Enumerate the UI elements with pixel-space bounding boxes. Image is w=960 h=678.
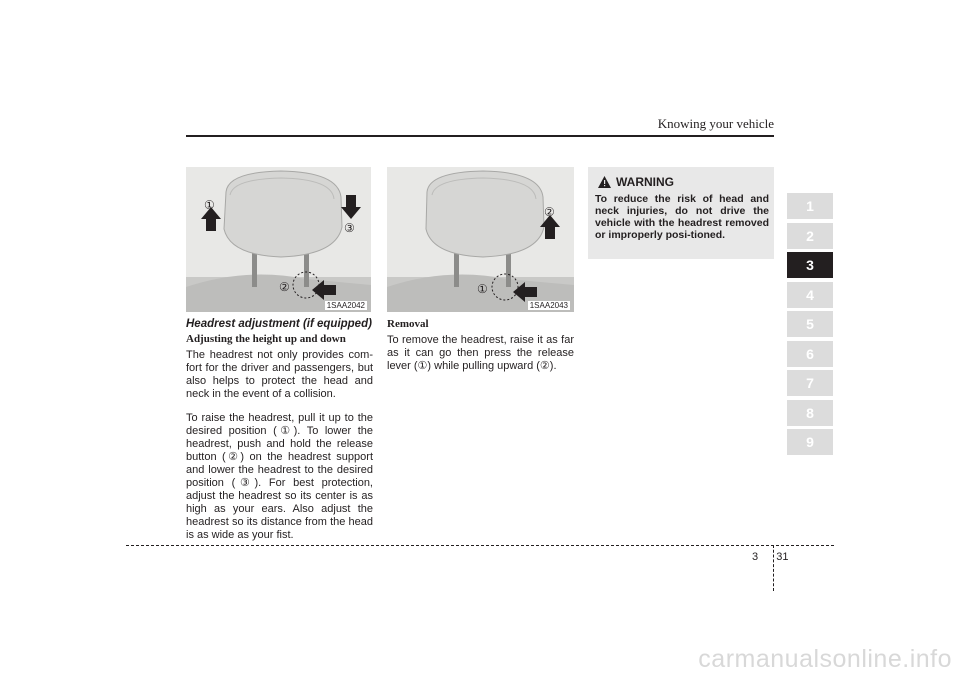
chapter-tab-8[interactable]: 8 [787, 400, 833, 426]
warning-triangle-icon [598, 176, 611, 188]
header-rule [186, 135, 774, 137]
marker-1: ① [477, 282, 488, 296]
chapter-tab-6[interactable]: 6 [787, 341, 833, 367]
subsection-title: Removal [387, 318, 429, 330]
warning-box [588, 167, 774, 259]
headrest-removal-figure [387, 167, 574, 312]
chapter-tab-9[interactable]: 9 [787, 429, 833, 455]
marker-2: ② [279, 280, 290, 294]
chapter-tab-2[interactable]: 2 [787, 223, 833, 249]
subsection-title: Adjusting the height up and down [186, 333, 346, 345]
marker-1: ① [204, 198, 215, 212]
headrest-adjust-figure [186, 167, 371, 312]
chapter-tab-7[interactable]: 7 [787, 370, 833, 396]
marker-2: ② [544, 205, 555, 219]
paragraph: To raise the headrest, pull it up to the desired position (①). To lower the headrest, push and hold the release button (②) on the headrest support and lower the headrest to the desired position (③). For best protection, adjust the headrest so its center is as high as your ears. Also adjust the headrest so its distance from the head is as wide as your fist. [186, 412, 373, 541]
warning-title: WARNING [616, 175, 674, 189]
paragraph: The headrest not only provides com-fort for the driver and passengers, but also helps to protect the head and neck in the event of a collision. [186, 349, 373, 400]
chapter-tab-4[interactable]: 4 [787, 282, 833, 308]
chapter-tab-5[interactable]: 5 [787, 311, 833, 337]
chapter-tab-3[interactable]: 3 [787, 252, 833, 278]
middle-column [387, 318, 574, 384]
left-column [186, 318, 373, 553]
paragraph: To remove the headrest, raise it as far as it can go then press the release lever (①) while pulling upward (②). [387, 334, 574, 372]
watermark: carmanualsonline.info [698, 645, 952, 673]
chapter-tab-1[interactable]: 1 [787, 193, 833, 219]
figure-code: 1SAA2043 [529, 301, 568, 310]
marker-3: ③ [344, 221, 355, 235]
warning-text: To reduce the risk of head and neck injuries, do not drive the vehicle with the headrest removed or improperly posi-tioned. [595, 193, 769, 241]
chapter-tabs [787, 193, 833, 459]
page-number-value: 31 [776, 551, 789, 563]
chapter-number: 3 [752, 551, 759, 563]
figure-code: 1SAA2042 [326, 301, 365, 310]
running-header: Knowing your vehicle [657, 116, 774, 131]
section-title: Headrest adjustment (if equipped) [186, 318, 372, 330]
footer-rule [126, 545, 834, 546]
warning-heading [598, 175, 674, 189]
page-number [752, 551, 789, 563]
